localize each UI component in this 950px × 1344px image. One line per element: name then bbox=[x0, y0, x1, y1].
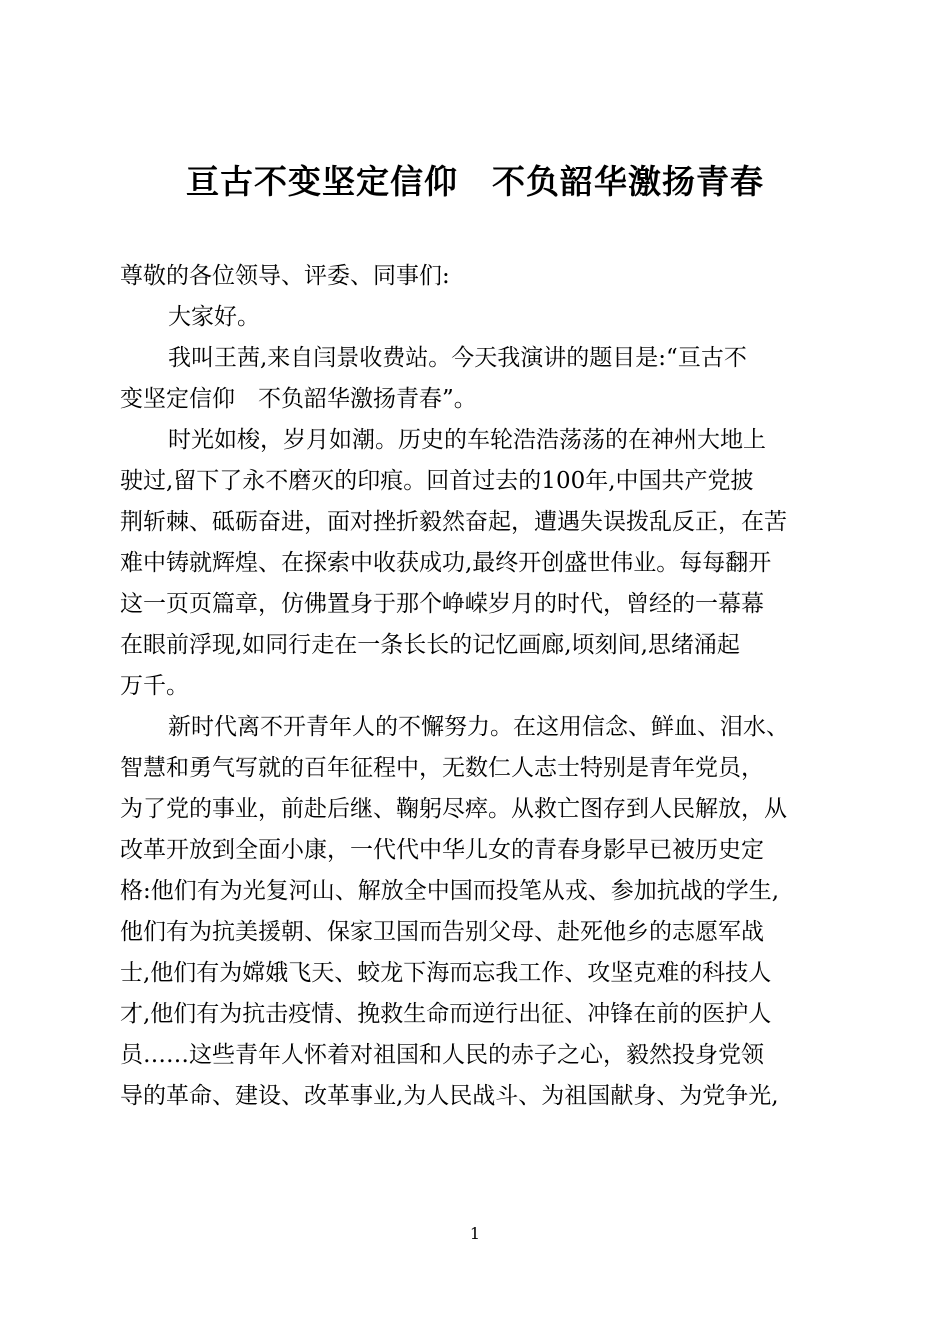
text-line: 他们有为抗美援朝、保家卫国而告别父母、赴死他乡的志愿军战 bbox=[120, 919, 764, 945]
text-line: 员……这些青年人怀着对祖国和人民的赤子之心，毅然投身党领 bbox=[120, 1042, 764, 1068]
text-line: 荆斩棘、砥砺奋进，面对挫折毅然奋起，遭遇失误拨乱反正，在苦 bbox=[120, 509, 787, 535]
page-number: 1 bbox=[469, 1224, 481, 1243]
text-line: 时光如梭，岁月如潮。历史的车轮浩浩荡荡的在神州大地上 bbox=[168, 427, 766, 453]
text-line: 在眼前浮现,如同行走在一条长长的记忆画廊,顷刻间,思绪涌起 bbox=[120, 632, 740, 658]
text-line: 新时代离不开青年人的不懈努力。在这用信念、鲜血、泪水、 bbox=[168, 714, 789, 740]
text-line: 这一页页篇章，仿佛置身于那个峥嵘岁月的时代，曾经的一幕幕 bbox=[120, 591, 764, 617]
text-line-salutation: 尊敬的各位领导、评委、同事们: bbox=[120, 263, 450, 289]
text-line: 士,他们有为嫦娥飞天、蛟龙下海而忘我工作、攻坚克难的科技人 bbox=[120, 960, 772, 986]
text-line: 导的革命、建设、改革事业,为人民战斗、为祖国献身、为党争光, bbox=[120, 1083, 779, 1109]
text-line: 我叫王茜,来自闫景收费站。今天我演讲的题目是:“亘古不 bbox=[168, 345, 747, 371]
text-line: 格:他们有为光复河山、解放全中国而投笔从戎、参加抗战的学生, bbox=[120, 878, 780, 904]
text-line: 驶过,留下了永不磨灭的印痕。回首过去的100年,中国共产党披 bbox=[120, 468, 754, 494]
text-line: 变坚定信仰 不负韶华激扬青春”。 bbox=[120, 386, 477, 412]
text-line-greeting: 大家好。 bbox=[168, 304, 260, 330]
text-line: 万千。 bbox=[120, 673, 189, 699]
page-title: 亘古不变坚定信仰 不负韶华激扬青春 bbox=[186, 162, 764, 201]
text-line: 为了党的事业，前赴后继、鞠躬尽瘁。从救亡图存到人民解放，从 bbox=[120, 796, 787, 822]
document-body bbox=[120, 256, 832, 1117]
text-line: 难中铸就辉煌、在探索中收获成功,最终开创盛世伟业。每每翻开 bbox=[120, 550, 772, 576]
text-line: 才,他们有为抗击疫情、挽救生命而逆行出征、冲锋在前的医护人 bbox=[120, 1001, 772, 1027]
text-line: 改革开放到全面小康，一代代中华儿女的青春身影早已被历史定 bbox=[120, 837, 764, 863]
text-line: 智慧和勇气写就的百年征程中，无数仁人志士特别是青年党员， bbox=[120, 755, 764, 781]
